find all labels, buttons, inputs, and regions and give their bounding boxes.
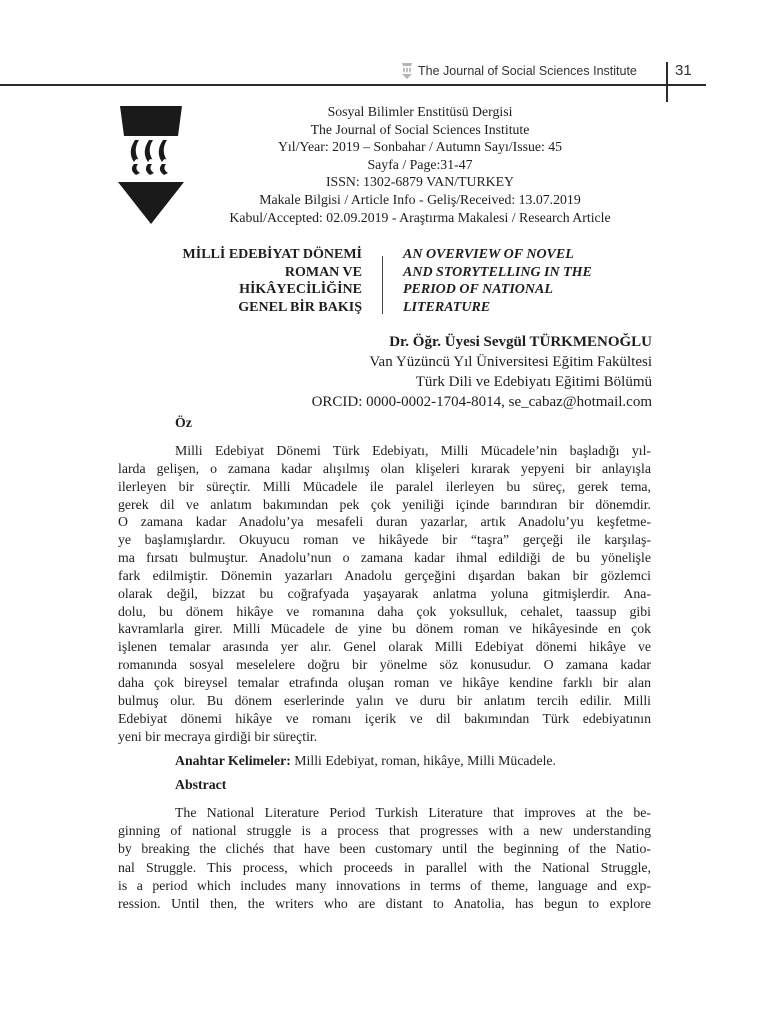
title-tr-line: GENEL BİR BAKIŞ <box>238 299 362 315</box>
text-line: by breaking the clichés that have been customary until the beginning of the Natio- <box>118 841 651 857</box>
keywords-value: Milli Edebiyat, roman, hikâye, Milli Mücadele. <box>290 753 556 768</box>
author-block <box>200 332 652 412</box>
article-received: Makale Bilgisi / Article Info - Geliş/Received: 13.07.2019 <box>259 191 581 207</box>
journal-name-tr: Sosyal Bilimler Enstitüsü Dergisi <box>327 104 513 119</box>
title-turkish <box>120 246 362 316</box>
journal-issue: Yıl/Year: 2019 – Sonbahar / Autumn Sayı/Issue: 45 <box>277 139 563 155</box>
abstract-heading: Abstract <box>175 777 227 792</box>
title-english <box>403 246 663 316</box>
oz-heading: Öz <box>175 415 192 430</box>
running-header-journal: The Journal of Social Sciences Institute <box>418 64 637 78</box>
page-number: 31 <box>675 62 692 79</box>
journal-issn: ISSN: 1302-6879 VAN/TURKEY <box>325 174 515 190</box>
text-line: Milli Edebiyat Dönemi Türk Edebiyatı, Milli Mücadele’nin başladığı yıl- <box>175 443 651 458</box>
text-line: larda gelişen, o zamana kadar alışılmış olan klişeleri kırarak yepyeni bir anlayışla <box>118 460 651 476</box>
text-line: romanında sosyal meselelere doğru bir yönelme söz konusudur. O zamana kadar <box>118 657 651 673</box>
text-line: O zamana kadar Anadolu’ya mesafeli duran yazarlar, artık Anadolu’yu keşfetme- <box>118 514 651 530</box>
text-line: daha çok bireysel temalar etrafında oluşan roman ve hikâye kendine farklı bir alan <box>118 674 651 690</box>
title-en-line: AND STORYTELLING IN THE <box>403 264 592 280</box>
keywords-line <box>118 752 651 770</box>
text-line: is a period which includes many innovations in terms of theme, language and exp- <box>118 877 651 893</box>
text-line: yeni bir mecraya girdiği bir süreçtir. <box>118 728 318 744</box>
text-line: olarak değil, bizzat bu coğrafyada yaşayarak anlatma yoluna gitmişlerdir. Ana- <box>118 585 651 601</box>
title-tr-line: HİKÂYECİLİĞİNE <box>239 282 362 298</box>
text-line: ginning of national struggle is a process that progresses with a new understanding <box>118 823 651 839</box>
title-tr-line: ROMAN VE <box>284 264 362 280</box>
title-en-line: PERIOD OF NATIONAL <box>403 282 553 298</box>
title-en-line: AN OVERVIEW OF NOVEL <box>403 247 574 262</box>
title-tr-line: MİLLİ EDEBİYAT DÖNEMİ <box>182 247 362 262</box>
title-en-line: LITERATURE <box>403 299 491 315</box>
journal-pages: Sayfa / Page:31-47 <box>367 156 473 172</box>
text-line: fark edilmiştir. Dönemin yazarları Anadolu gerçeğini dışardan bakan bir gözlemci <box>118 567 651 583</box>
oz-paragraph <box>118 442 651 745</box>
abstract-paragraph <box>118 804 651 913</box>
text-line: ye başlamışlardır. Okuyucu roman ve hikâyede bir “taşra” gerçeği ile karşılaş- <box>118 532 651 548</box>
text-line: The National Literature Period Turkish Literature that improves at the be- <box>175 805 651 820</box>
author-university: Van Yüzüncü Yıl Üniversitesi Eğitim Fakültesi <box>369 354 652 370</box>
title-divider <box>382 256 383 314</box>
text-line: Edebiyat dönemi hikâye ve romanı içerik ve dil bakımından Türk edebiyatının <box>118 710 651 726</box>
keywords-label: Anahtar Kelimeler: <box>175 753 291 768</box>
author-department: Türk Dili ve Edebiyatı Eğitimi Bölümü <box>415 374 652 390</box>
article-accepted: Kabul/Accepted: 02.09.2019 - Araştırma Makalesi / Research Article <box>229 209 611 225</box>
header-rule <box>0 84 706 86</box>
text-line: dolu, bu dönem hikâye ve romanına daha çok yoksulluk, cehalet, taassup gibi <box>118 603 651 619</box>
text-line: ression. Until then, the writers who are distant to Anatolia, has begun to explore <box>118 895 651 911</box>
text-line: nal Struggle. This process, which proceeds in parallel with the National Struggle, <box>118 859 651 875</box>
text-line: gerek dil ve anlatım bakımından pek çok yeniliği içinde barındıran bir dönemdir. <box>118 496 651 512</box>
author-name: Dr. Öğr. Üyesi Sevgül TÜRKMENOĞLU <box>389 334 652 350</box>
text-line: ma fırsatı bulmuştur. Anadolu’nun o zamana kadar ihmal edildiği de bu yönelişle <box>118 550 651 566</box>
journal-info-block <box>190 103 650 226</box>
journal-mark-icon <box>399 62 415 80</box>
header-rule-vertical <box>666 62 668 102</box>
text-line: kavramlarla girer. Milli Mücadele de yine bu dönem roman ve hikâyesinde en çok <box>118 621 651 637</box>
text-line: işlenen temalar arasında yer alır. Genel olarak Milli Edebiyat dönemi hikâye ve <box>118 639 651 655</box>
text-line: ilerleyen bir süreçtir. Milli Mücadele ile paralel ilerleyen bu süreç, gerek tema, <box>118 478 651 494</box>
author-contact: ORCID: 0000-0002-1704-8014, se_cabaz@hotmail.com <box>311 394 652 410</box>
journal-name-en: The Journal of Social Sciences Institute <box>310 121 530 137</box>
text-line: bulmuş olur. Bu dönem eserlerinde yalın ve duru bir anlatım tercih edilir. Milli <box>118 692 651 708</box>
journal-logo-icon <box>116 104 186 226</box>
